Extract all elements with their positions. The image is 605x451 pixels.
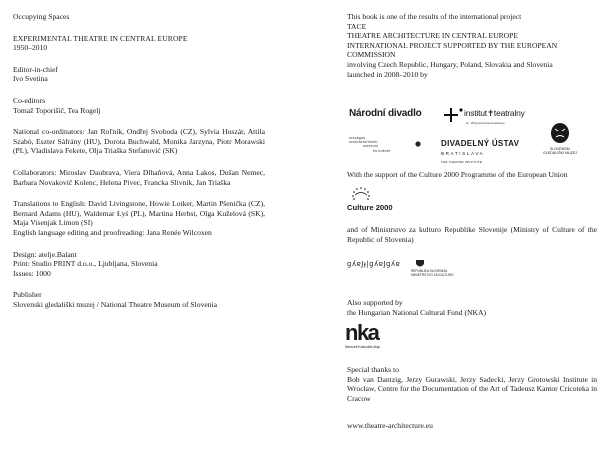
hu-line-2: színháztörténeti (349, 140, 378, 145)
proofreading: English language editing and proofreading: Jana Renée Wilcoxen (13, 227, 212, 237)
coeditors-names: Tomaž Toporišič, Tea Rogelj (13, 105, 101, 115)
ministry-of-culture-logo (347, 258, 467, 282)
culture-support: With the support of the Culture 2000 Programme of the European Union (347, 170, 568, 179)
cross-mark-icon (444, 107, 464, 123)
collaborators: Collaborators: Miroslav Daubrava, Viera Dlhaňová, Anna Lakos, Dušan Nemec, Barbara Novakovič Kolenc, Helena Pivec, Francka Slivnik, Jan Triaška (13, 167, 265, 187)
institut-wordmark: institut✝teatralny (464, 108, 525, 118)
ministry-mark-text: ɡʎɐJɟ|ɡʎɐJɡʎɐ (347, 260, 401, 268)
colophon-left-column (13, 12, 265, 309)
theatre-mask-icon (538, 122, 582, 144)
series-title: Occupying Spaces (13, 12, 70, 21)
hu-line-1: országos (349, 136, 366, 140)
editor-name: Ivo Svetina (13, 74, 48, 84)
thanks-block (347, 365, 597, 403)
culture-support-text-block (347, 170, 597, 180)
rs-line-1: REPUBLIKA SLOVENIJA (411, 269, 448, 273)
book-years: 1950–2010 (13, 43, 48, 53)
institut-teatralny-logo (444, 107, 544, 127)
editor-label: Editor-in-chief (13, 64, 58, 74)
slovenia-coat-of-arms-icon (415, 259, 425, 269)
culture-2000-wordmark: Culture 2000 (347, 202, 393, 212)
publisher-label: Publisher (13, 290, 42, 300)
design-credit: Design: atelje.Balant (13, 249, 77, 259)
institut-subtitle: im. Zbigniewa Raszewskiego (466, 121, 505, 125)
thanks-label: Special thanks to (347, 365, 399, 374)
nka-subtitle: Nemzeti Kulturális Alap (345, 345, 380, 349)
nka-fund: the Hungarian National Cultural Fund (NKA) (347, 307, 486, 317)
rs-line-2: MINISTRSTVO ZA KULTURO (411, 273, 454, 277)
project-subtitle: INTERNATIONAL PROJECT SUPPORTED BY THE EUROPEAN COMMISSION (347, 40, 558, 60)
slovenski-gledaliski-muzej-logo (538, 122, 582, 155)
sgm-line-2: GLEDALIŠKI MUZEJ (543, 150, 577, 155)
hu-dot-icon (414, 140, 424, 153)
ministry-support: and of Ministrstvo za kulturo Republike Slovenije (Ministry of Culture of the Republic of Slovenia) (347, 225, 597, 244)
hungarian-theatre-museum-logo (349, 136, 409, 153)
nka-text-block (347, 298, 597, 317)
sgm-line-1: SLOVENSKI (549, 146, 571, 151)
translations: Translations to English: David Livingstone, Howie Lotker, Martin Pšenička (CZ), Bernard Adams (HU), Waldemar Łyś (PL), Martina Herbst, Olga Kuželová (SK), Maja Visenjak Limon (SI) (13, 199, 265, 228)
eu-flag-stars-icon (347, 186, 375, 202)
hu-line-4: és intézet (373, 148, 391, 153)
du-line-2: BRATISLAVA (441, 150, 485, 156)
issues-count: Issues: 1000 (13, 268, 51, 278)
culture-2000-logo (347, 186, 393, 212)
project-title: THEATRE ARCHITECTURE IN CENTRAL EUROPE (347, 31, 518, 41)
narodni-divadlo-logo (349, 109, 422, 119)
project-countries: involving Czech Republic, Hungary, Poland, Slovakia and Slovenia (347, 59, 553, 69)
project-acronym: TACE (347, 21, 367, 31)
project-intro: This book is one of the results of the international project (347, 12, 522, 21)
narodni-divadlo-wordmark: Národní divadlo (349, 108, 422, 119)
also-supported-label: Also supported by (347, 298, 403, 307)
hu-line-3: múzeum (363, 144, 378, 149)
nka-logo (345, 320, 380, 353)
ministry-text-block (347, 225, 597, 244)
website-block (347, 421, 597, 431)
nka-wordmark: nka (345, 320, 379, 345)
coeditors-label: Co-editors (13, 95, 46, 105)
book-title: EXPERIMENTAL THEATRE IN CENTRAL EUROPE (13, 33, 188, 43)
publisher-name: Slovenski gledališki muzej / National Theatre Museum of Slovenia (13, 299, 218, 309)
du-line-3: THE THEATRE INSTITUTE (441, 160, 483, 165)
print-credit: Print: Studio PRINT d.o.o., Ljubljana, Slovenia (13, 259, 158, 269)
national-coordinators: National co-ordinators: Jan Roľník, Ondřej Svoboda (CZ), Sylvia Huszár, Attila Szabó, Eszter Sáfrány (HU), Dorota Buchwald, Monika Jarzyna, Piotr Morawski (PL), Vladislava Fekete, Olja Triaška Stefanović (SK) (13, 127, 265, 156)
colophon-right-column (347, 12, 597, 79)
website-url: www.theatre-architecture.eu (347, 421, 433, 430)
thanks-list: Bob van Dantzig, Jerzy Gurawski, Jerzy Sadecki, Jerzy Grotowski Institute in Wrocław, Centre for the Documentation of the Art of Tadeusz Kantor Cricoteka in Cracow (347, 374, 597, 403)
divadelny-ustav-logo (441, 139, 531, 168)
project-launched: launched in 2008–2010 by (347, 69, 428, 79)
du-line-1: DIVADELNÝ ÚSTAV (441, 139, 520, 148)
